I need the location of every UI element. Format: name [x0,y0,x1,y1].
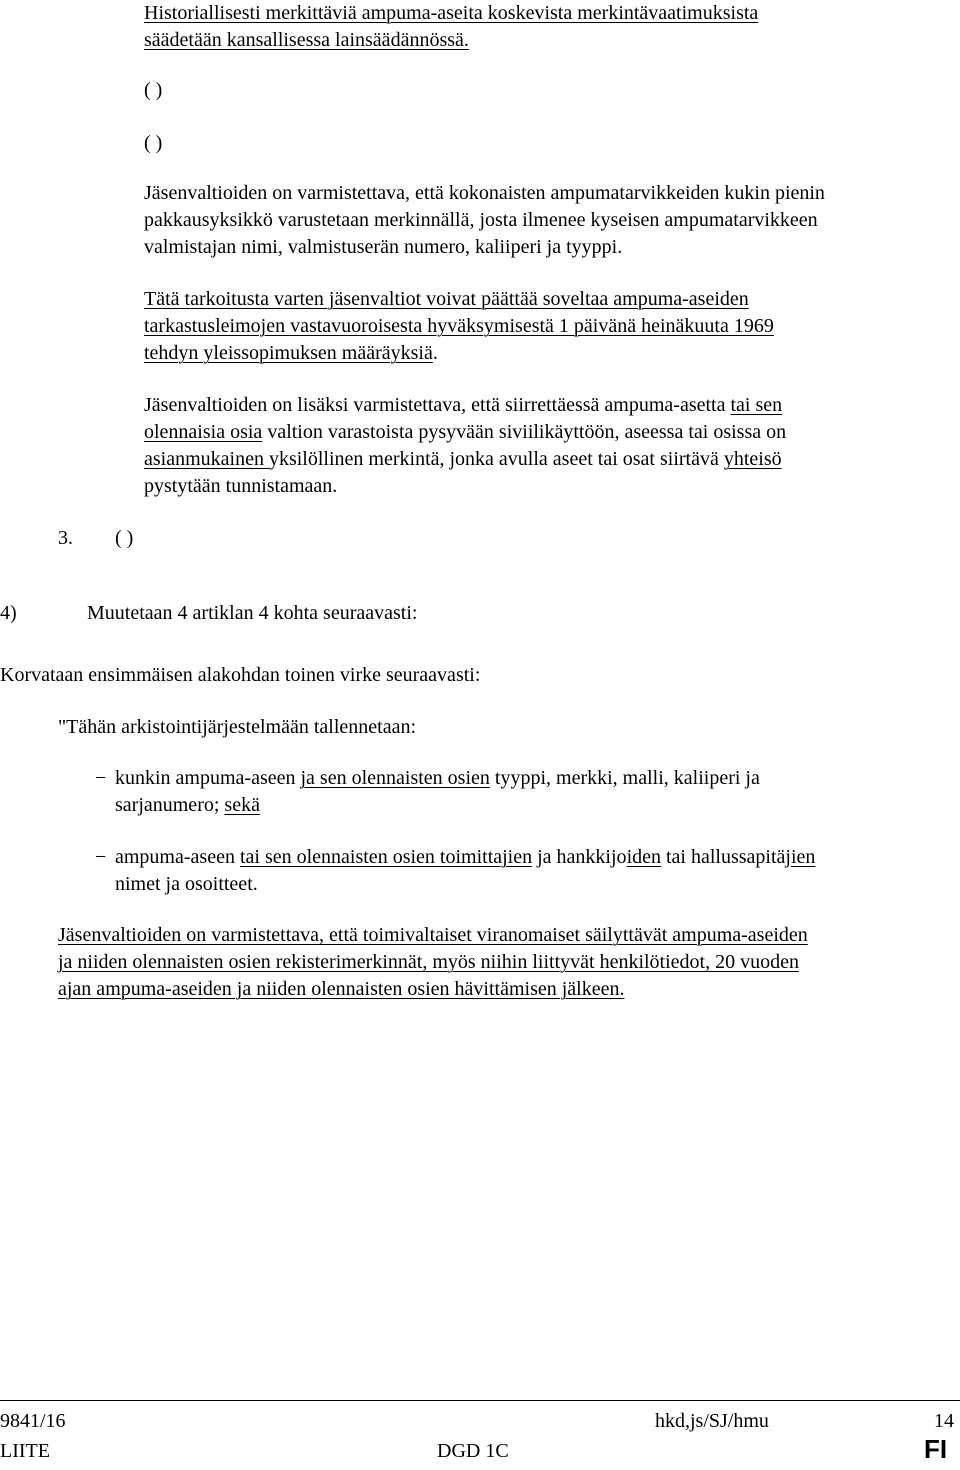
item-4-number: 4) [0,602,17,624]
item-4-text: Muutetaan 4 artiklan 4 kohta seuraavasti: [87,602,418,624]
historic-firearms-line-2: säädetään kansallisessa lainsäädännössä. [144,29,469,51]
bullet-2-line-1: ampuma-aseen tai sen olennaisten osien toimittajien ja hankkijoiden tai hallussapitäjien [115,846,816,868]
footer-doc-number: 9841/16 [0,1410,66,1432]
ellipsis-2: ( ) [144,132,163,154]
transfer-para-line-3: asianmukainen yksilöllinen merkintä, jonka avulla aseet tai osat siirtävä yhteisö [144,448,782,470]
footer-page-number: 14 [934,1410,954,1432]
proof-para-line-2: tarkastusleimojen vastavuoroisesta hyväksymisestä 1 päivänä heinäkuuta 1969 [144,315,774,337]
footer-language-code: FI [924,1434,948,1464]
transfer-para-line-4: pystytään tunnistamaan. [144,475,338,497]
item-3-text: ( ) [115,527,134,549]
records-para-line-3: ajan ampuma-aseiden ja niiden olennaisten osien hävittämisen jälkeen. [58,978,625,1000]
transfer-para-line-2: olennaisia osia valtion varastoista pysyvään siviilikäyttöön, aseessa tai osissa on [144,421,787,443]
transfer-para-line-1: Jäsenvaltioiden on lisäksi varmistettava, että siirrettäessä ampuma-asetta tai sen [144,394,783,416]
bullet-dash-2: − [95,846,107,868]
ellipsis-1: ( ) [144,79,163,101]
bullet-dash-1: − [95,767,107,789]
footer-dg: DGD 1C [437,1440,509,1462]
bullet-1-line-1: kunkin ampuma-aseen ja sen olennaisten osien tyyppi, merkki, malli, kaliiperi ja [115,767,760,789]
bullet-2-line-2: nimet ja osoitteet. [115,873,258,895]
marking-para-line-3: valmistajan nimi, valmistuserän numero, kaliiperi ja tyyppi. [144,236,623,258]
proof-para-line-1: Tätä tarkoitusta varten jäsenvaltiot voivat päättää soveltaa ampuma-aseiden [144,288,749,310]
bullet-1-line-2: sarjanumero; sekä [115,794,260,816]
records-para-line-1: Jäsenvaltioiden on varmistettava, että toimivaltaiset viranomaiset säilyttävät ampuma-aseiden [58,924,808,946]
records-para-line-2: ja niiden olennaisten osien rekisterimerkinnät, myös niihin liittyvät henkilötiedot, 20 vuoden [58,951,799,973]
marking-para-line-2: pakkausyksikkö varustetaan merkinnällä, josta ilmenee kyseisen ampumatarvikkeen [144,209,818,231]
marking-para-line-1: Jäsenvaltioiden on varmistettava, että kokonaisten ampumatarvikkeiden kukin pienin [144,182,825,204]
historic-firearms-line-1: Historiallisesti merkittäviä ampuma-aseita koskevista merkintävaatimuksista [144,2,759,24]
proof-para-line-3: tehdyn yleissopimuksen määräyksiä. [144,342,438,364]
replace-instruction: Korvataan ensimmäisen alakohdan toinen virke seuraavasti: [0,664,481,686]
footer-divider [0,1400,960,1401]
footer-initials: hkd,js/SJ/hmu [655,1410,769,1432]
quote-intro: "Tähän arkistointijärjestelmään tallennetaan: [58,716,417,738]
footer-annex: LIITE [0,1440,50,1462]
item-3-number: 3. [58,527,73,549]
